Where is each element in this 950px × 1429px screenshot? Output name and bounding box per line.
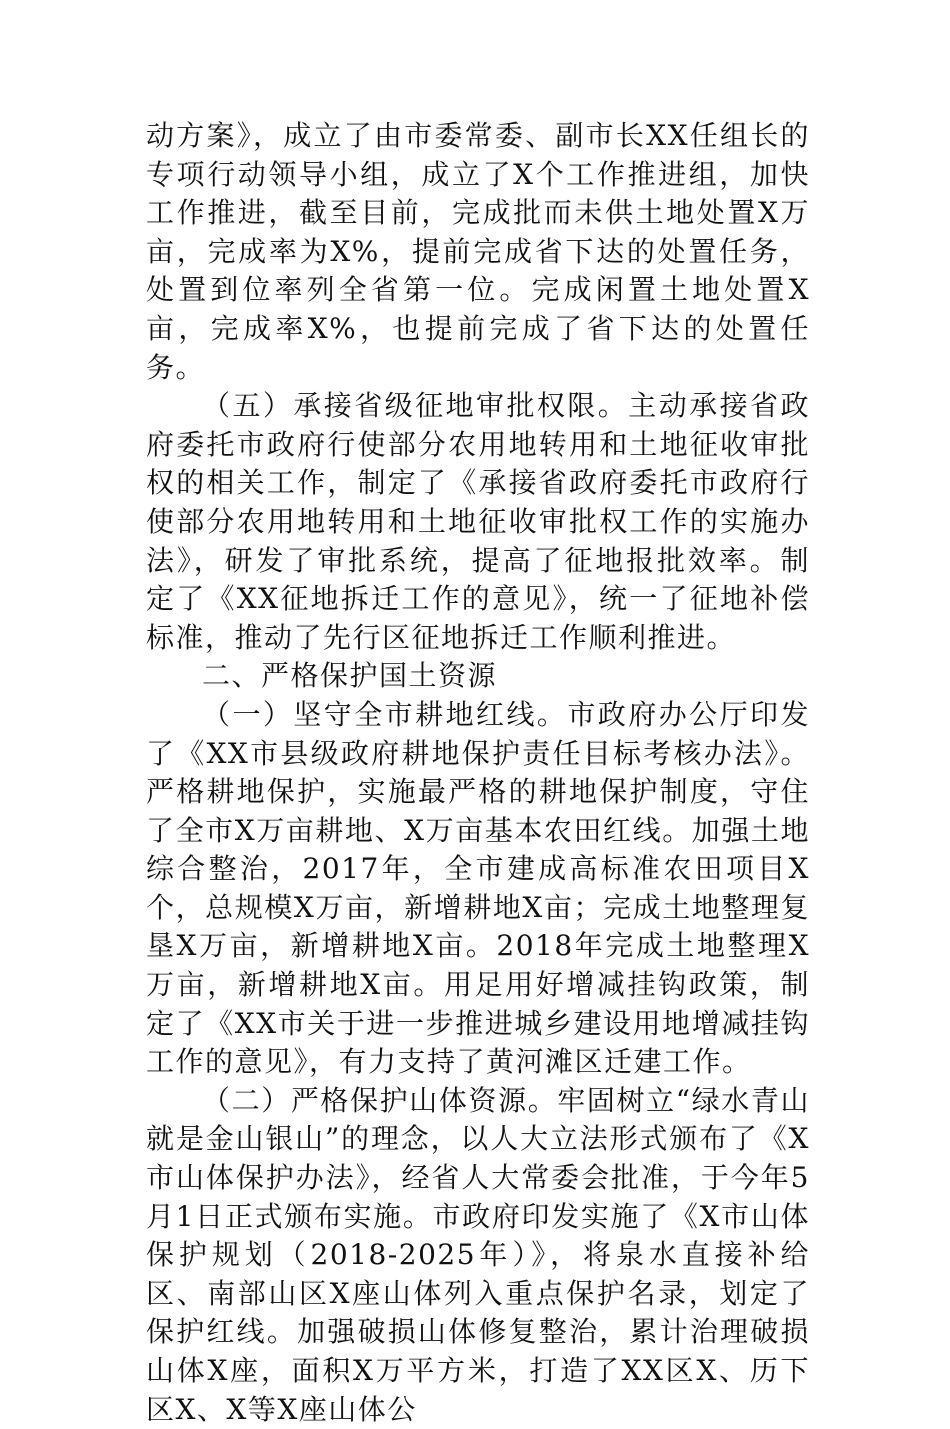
document-page xyxy=(146,117,810,1429)
paragraph-continued-action-plan: 动方案》，成立了由市委常委、副市长XX任组长的专项行动领导小组，成立了X个工作推进组，加快工作推进，截至目前，完成批而未供土地处置X万亩，完成率为X%，提前完成省下达的处置任务，处置到位率列全省第一位。完成闲置土地处置X亩，完成率X%，也提前完成了省下达的处置任务。 xyxy=(146,119,810,384)
section-heading-protect-land-resources: 二、严格保护国土资源 xyxy=(202,659,498,693)
paragraph-land-approval-authority: （五）承接省级征地审批权限。主动承接省政府委托市政府行使部分农用地转用和土地征收审批权的相关工作，制定了《承接省政府委托市政府行使部分农用地转用和土地征收审批权工作的实施办法》，研发了审批系统，提高了征地报批效率。制定了《XX征地拆迁工作的意见》，统一了征地补偿标准，推动了先行区征地拆迁工作顺利推进。 xyxy=(146,389,810,654)
paragraph-mountain-protection: （二）严格保护山体资源。牢固树立“绿水青山就是金山银山”的理念，以人大立法形式颁布了《X市山体保护办法》，经省人大常委会批准，于今年5月1日正式颁布实施。市政府印发实施了《X市山体保护规划（2018-2025年）》，将泉水直接补给区、南部山区X座山体列入重点保护名录，划定了保护红线。加强破损山体修复整治，累计治理破损山体X座，面积X万平方米，打造了XX区X、历下区X、X等X座山体公 xyxy=(146,1083,810,1426)
paragraph-farmland-redline: （一）坚守全市耕地红线。市政府办公厅印发了《XX市县级政府耕地保护责任目标考核办法》。严格耕地保护，实施最严格的耕地保护制度，守住了全市X万亩耕地、X万亩基本农田红线。加强土地综合整治，2017年，全市建成高标准农田项目X个，总规模X万亩，新增耕地X亩；完成土地整理复垦X万亩，新增耕地X亩。2018年完成土地整理X万亩，新增耕地X亩。用足用好增减挂钩政策，制定了《XX市关于进一步推进城乡建设用地增减挂钩工作的意见》，有力支持了黄河滩区迁建工作。 xyxy=(146,697,810,1079)
